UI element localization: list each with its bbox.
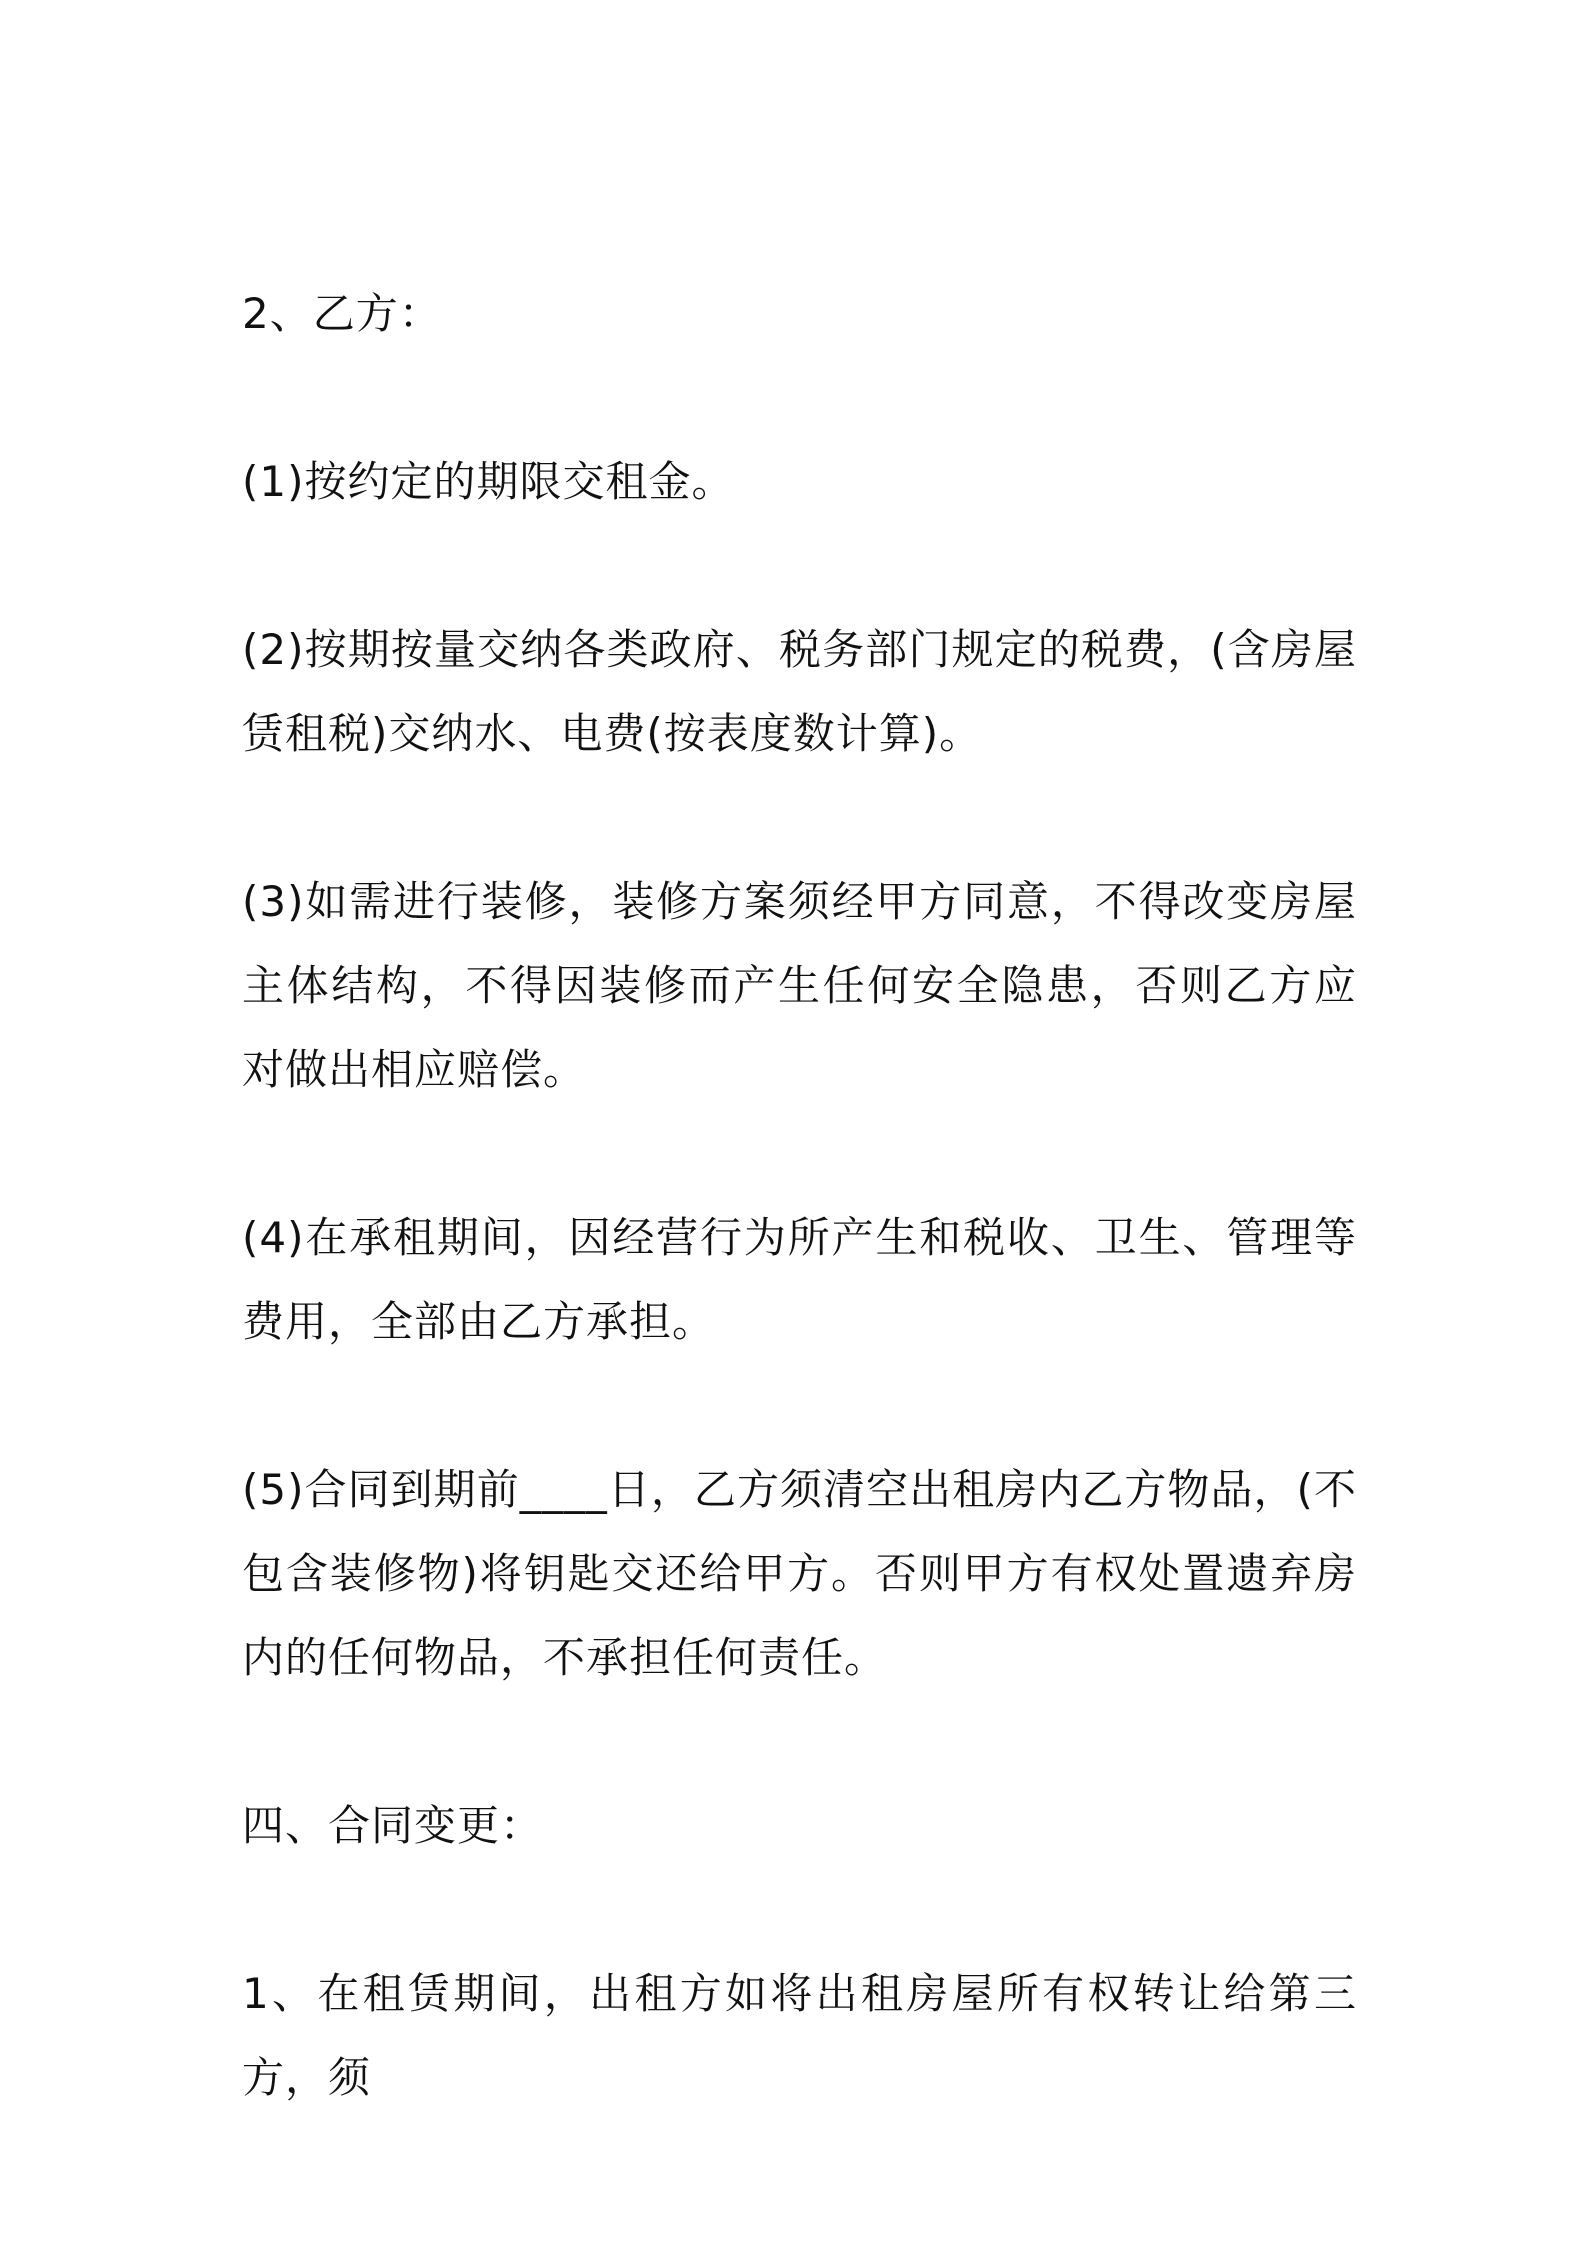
section-heading-party-b: 2、乙方： bbox=[242, 289, 442, 338]
clause-5-lease-end: (5)合同到期前____日，乙方须清空出租房内乙方物品，(不包含装修物)将钥匙交还给甲方。否则甲方有权处置遗弃房内的任何物品，不承担任何责任。 bbox=[242, 1465, 1357, 1682]
change-clause-1: 1、在租赁期间，出租方如将出租房屋所有权转让给第三方，须 bbox=[242, 1969, 1357, 2102]
clause-2-taxes-utilities: (2)按期按量交纳各类政府、税务部门规定的税费，(含房屋赁租税)交纳水、电费(按表度数计算)。 bbox=[242, 625, 1357, 758]
clause-1-rent-payment: (1)按约定的期限交租金。 bbox=[242, 457, 735, 506]
section-heading-contract-change: 四、合同变更： bbox=[242, 1801, 544, 1850]
document-page bbox=[242, 272, 1357, 2204]
clause-4-operating-costs: (4)在承租期间，因经营行为所产生和税收、卫生、管理等费用，全部由乙方承担。 bbox=[242, 1213, 1357, 1346]
clause-3-renovation: (3)如需进行装修，装修方案须经甲方同意，不得改变房屋主体结构，不得因装修而产生任何安全隐患，否则乙方应对做出相应赔偿。 bbox=[242, 877, 1357, 1094]
